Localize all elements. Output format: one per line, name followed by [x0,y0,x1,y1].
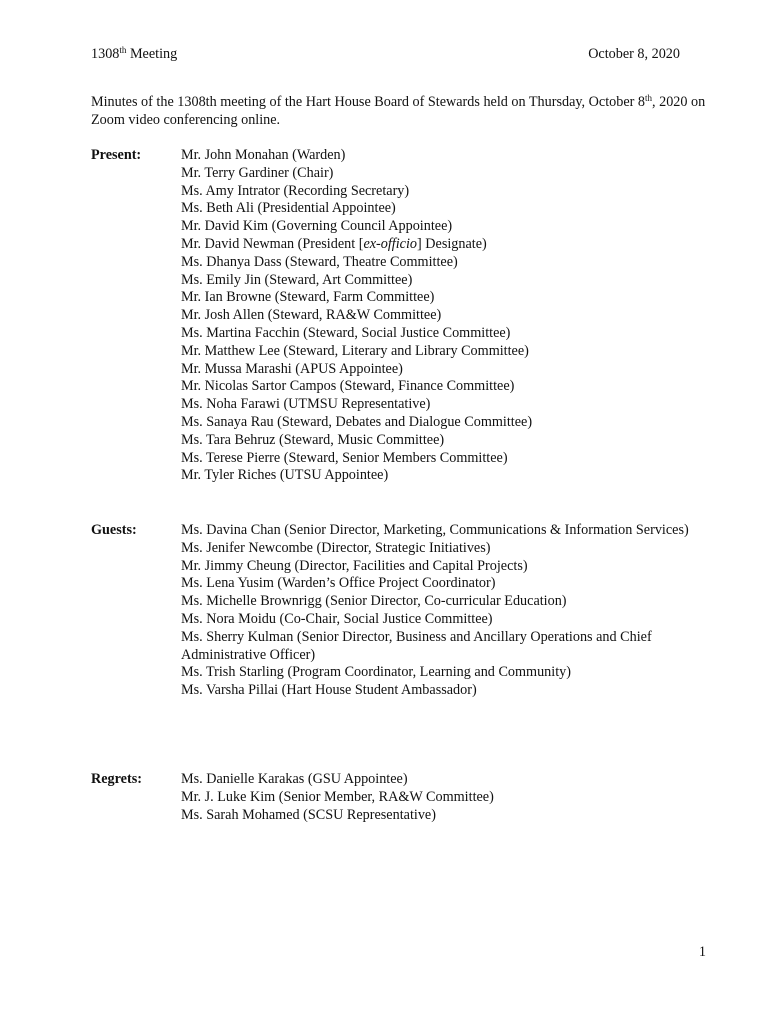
present-item: Mr. David Kim (Governing Council Appointee) [181,218,453,235]
present-item: Mr. Tyler Riches (UTSU Appointee) [181,467,389,484]
present-item: Mr. Terry Gardiner (Chair) [181,164,334,181]
present-item: Ms. Tara Behruz (Steward, Music Committee) [181,431,445,448]
guest-item: Ms. Davina Chan (Senior Director, Marketing, Communications & Information Services) [181,522,689,538]
regret-item: Mr. J. Luke Kim (Senior Member, RA&W Committee) [181,788,494,805]
meeting-number: 1308 [91,46,120,62]
intro-text-part-2: , 2020 on Zoom video conferencing online. [91,94,706,128]
minutes-intro [91,94,711,130]
meeting-header [91,46,177,64]
present-item: Ms. Terese Pierre (Steward, Senior Members Committee) [181,449,508,466]
guest-item: Ms. Trish Starling (Program Coordinator, Learning and Community) [181,664,571,681]
present-item: Ms. Beth Ali (Presidential Appointee) [181,200,396,217]
meeting-number-suffix: th [119,45,127,55]
present-item: Mr. Ian Browne (Steward, Farm Committee) [181,289,435,306]
present-item: Ms. Emily Jin (Steward, Art Committee) [181,271,413,288]
present-item: Mr. Nicolas Sartor Campos (Steward, Finance Committee) [181,378,515,395]
guests-label: Guests: [91,522,137,538]
regret-item: Ms. Danielle Karakas (GSU Appointee) [181,771,408,787]
newman-ex-officio: ex-officio [363,235,418,252]
present-item: Mr. Mussa Marashi (APUS Appointee) [181,360,403,377]
regrets-list [181,771,701,824]
page-number: 1 [698,944,706,960]
newman-text-after: ] Designate) [417,235,487,252]
present-item: Ms. Amy Intrator (Recording Secretary) [181,182,410,199]
guests-list [181,522,701,700]
present-item: Mr. Josh Allen (Steward, RA&W Committee) [181,307,442,324]
guest-item: Ms. Jenifer Newcombe (Director, Strategic Initiatives) [181,539,491,556]
regret-item: Ms. Sarah Mohamed (SCSU Representative) [181,806,436,823]
guest-item: Mr. Jimmy Cheung (Director, Facilities and Capital Projects) [181,557,528,574]
guest-item: Ms. Sherry Kulman (Senior Director, Business and Ancillary Operations and Chief Administrative Officer) [181,628,652,663]
present-item: Ms. Martina Facchin (Steward, Social Justice Committee) [181,324,511,341]
meeting-date: October 8, 2020 [588,46,680,62]
present-list [181,147,701,485]
intro-date-suffix: th [644,93,652,103]
present-item: Ms. Dhanya Dass (Steward, Theatre Committee) [181,253,458,270]
present-item: Mr. Matthew Lee (Steward, Literary and Library Committee) [181,342,529,359]
meeting-word: Meeting [126,46,178,62]
intro-text-part-1: Minutes of the 1308th meeting of the Hart House Board of Stewards held on Thursday, October 8 [91,94,645,110]
guest-item: Ms. Michelle Brownrigg (Senior Director, Co-curricular Education) [181,593,567,610]
newman-text-before: Mr. David Newman (President [ [181,235,364,252]
present-item: Mr. John Monahan (Warden) [181,147,346,163]
regrets-label: Regrets: [91,771,142,787]
present-label: Present: [91,147,142,163]
guest-item: Ms. Lena Yusim (Warden’s Office Project Coordinator) [181,575,496,592]
present-item: Ms. Sanaya Rau (Steward, Debates and Dialogue Committee) [181,413,533,430]
guest-item: Ms. Varsha Pillai (Hart House Student Ambassador) [181,682,477,699]
present-item-newman [181,236,701,254]
guest-item: Ms. Nora Moidu (Co-Chair, Social Justice Committee) [181,610,493,627]
present-item: Ms. Noha Farawi (UTMSU Representative) [181,396,431,413]
